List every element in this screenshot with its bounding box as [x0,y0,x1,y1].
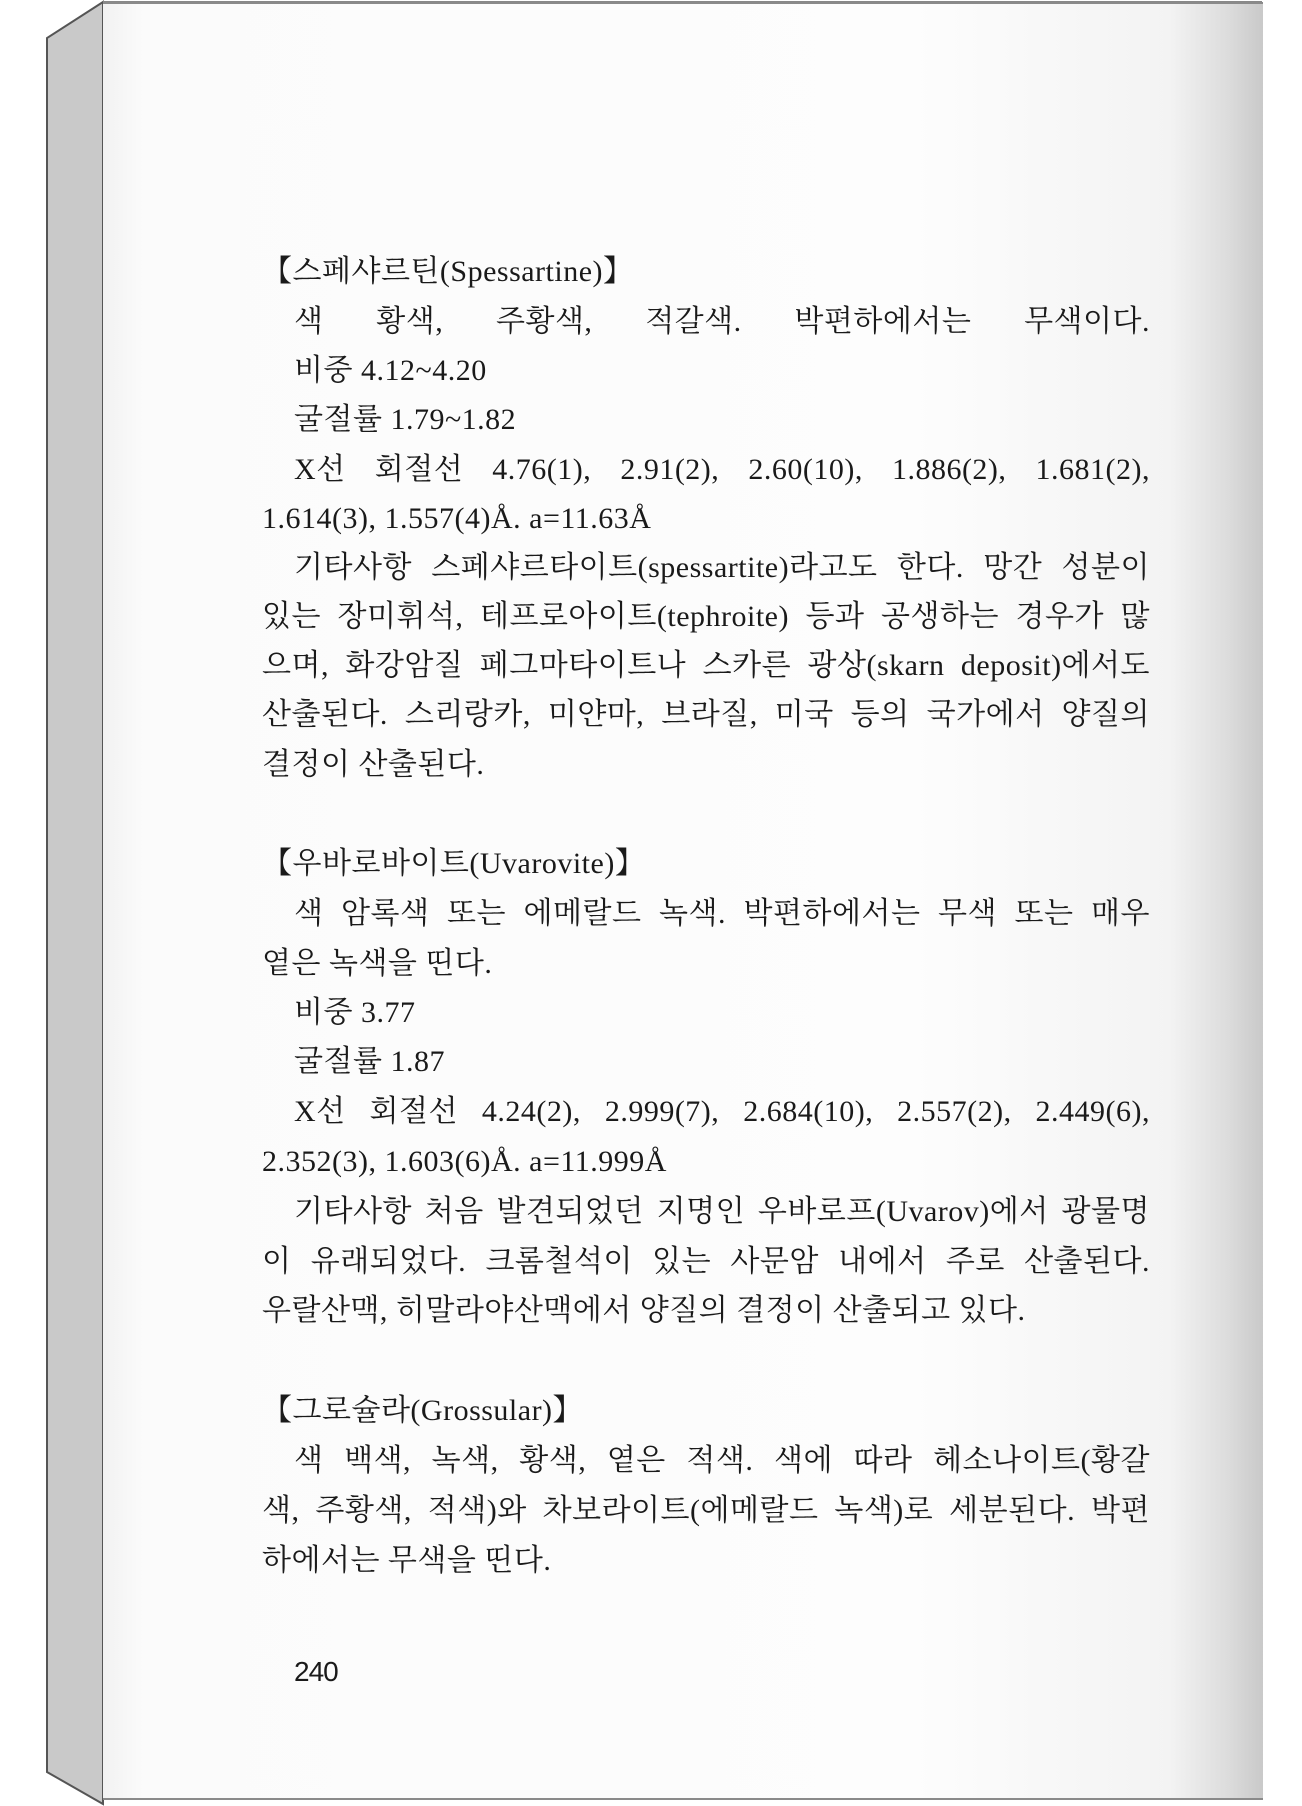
section-line: 굴절률 1.87 [294,1045,445,1078]
section-line: 옅은 녹색을 띤다. [262,947,493,980]
section-line: 결정이 산출된다. [262,748,485,781]
section-line: 비중 4.12~4.20 [294,354,487,387]
spine-face [47,2,103,1804]
section-line: 색 백색, 녹색, 황색, 옅은 적색. 색에 따라 헤소나이트(황갈 [294,1444,1150,1477]
section-line: 기타사항 스페샤르타이트(spessartite)라고도 한다. 망간 성분이 [294,551,1150,584]
section-line: X선 회절선 4.24(2), 2.999(7), 2.684(10), 2.557(2), 2.449(6), [294,1095,1150,1128]
section-line: 비중 3.77 [294,996,416,1029]
section-line: 있는 장미휘석, 테프로아이트(tephroite) 등과 공생하는 경우가 많 [262,600,1150,633]
section-line: 굴절률 1.79~1.82 [294,403,517,436]
section-line: 기타사항 처음 발견되었던 지명인 우바로프(Uvarov)에서 광물명 [294,1195,1150,1228]
section-line: 색 암록색 또는 에메랄드 녹색. 박편하에서는 무색 또는 매우 [294,897,1150,930]
section-line: X선 회절선 4.76(1), 2.91(2), 2.60(10), 1.886(2), 1.681(2), [294,453,1150,486]
section-line: 이 유래되었다. 크롬철석이 있는 사문암 내에서 주로 산출된다. [262,1245,1150,1278]
section-heading-grossular: 【그로슐라(Grossular)】 [262,1394,584,1427]
section-line: 1.614(3), 1.557(4)Å. a=11.63Å [262,502,652,535]
section-line: 색 황색, 주황색, 적갈색. 박편하에서는 무색이다. [294,305,1150,338]
section-line: 산출된다. 스리랑카, 미얀마, 브라질, 미국 등의 국가에서 양질의 [262,698,1150,731]
section-heading-uvarovite: 【우바로바이트(Uvarovite)】 [262,847,646,880]
section-line: 하에서는 무색을 띤다. [262,1544,552,1577]
section-line: 색, 주황색, 적색)와 차보라이트(에메랄드 녹색)로 세분된다. 박편 [262,1494,1150,1527]
section-line: 우랄산맥, 히말라야산맥에서 양질의 결정이 산출되고 있다. [262,1294,1026,1327]
page-number: 240 [294,1656,338,1687]
section-line: 으며, 화강암질 페그마타이트나 스카른 광상(skarn deposit)에서도 [262,649,1150,682]
section-line: 2.352(3), 1.603(6)Å. a=11.999Å [262,1145,667,1178]
section-heading-spessartine: 【스페샤르틴(Spessartine)】 [262,255,634,288]
